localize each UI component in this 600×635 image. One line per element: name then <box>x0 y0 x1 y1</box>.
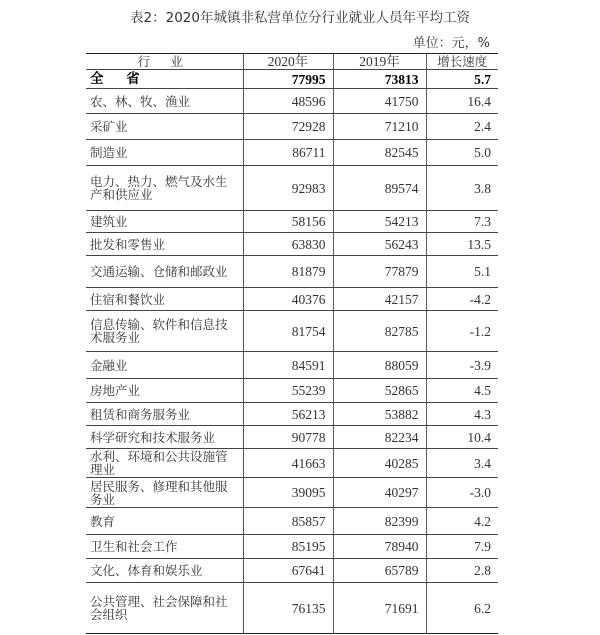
row-name: 卫生和社会工作 <box>86 535 243 559</box>
value-2020: 76135 <box>243 583 333 634</box>
table-row <box>86 403 498 426</box>
value-2019: 54213 <box>333 211 426 233</box>
value-2020: 85195 <box>243 535 333 559</box>
table-row <box>86 478 498 508</box>
value-2020: 41663 <box>243 449 333 478</box>
value-2019: 73813 <box>333 70 426 89</box>
value-2019: 82545 <box>333 140 426 166</box>
table-title: 表2：2020年城镇非私营单位分行业就业人员年平均工资 <box>130 10 470 26</box>
value-2020: 63830 <box>243 233 333 256</box>
row-name: 采矿业 <box>86 114 243 140</box>
row-name: 全 省 <box>86 70 243 89</box>
value-2020: 92983 <box>243 166 333 211</box>
value-2019: 89574 <box>333 166 426 211</box>
growth-rate: 5.7 <box>426 70 498 89</box>
growth-rate: 6.2 <box>426 583 498 634</box>
table-row <box>86 508 498 535</box>
row-name: 批发和零售业 <box>86 233 243 256</box>
value-2019: 52865 <box>333 379 426 403</box>
header-growth: 增长速度 <box>426 54 498 70</box>
value-2020: 81879 <box>243 256 333 288</box>
row-name: 租赁和商务服务业 <box>86 403 243 426</box>
growth-rate: 4.2 <box>426 508 498 535</box>
total-row <box>86 70 498 89</box>
table-row <box>86 211 498 233</box>
row-name: 制造业 <box>86 140 243 166</box>
table-row <box>86 379 498 403</box>
value-2020: 67641 <box>243 559 333 583</box>
value-2020: 81754 <box>243 311 333 352</box>
growth-rate: 2.4 <box>426 114 498 140</box>
wage-table <box>86 53 498 634</box>
table-row <box>86 256 498 288</box>
value-2020: 86711 <box>243 140 333 166</box>
growth-rate: 5.0 <box>426 140 498 166</box>
value-2020: 40376 <box>243 288 333 311</box>
value-2020: 58156 <box>243 211 333 233</box>
value-2019: 56243 <box>333 233 426 256</box>
table-row <box>86 166 498 211</box>
value-2020: 48596 <box>243 89 333 114</box>
row-name: 文化、体育和娱乐业 <box>86 559 243 583</box>
value-2020: 84591 <box>243 352 333 379</box>
value-2020: 85857 <box>243 508 333 535</box>
table-row <box>86 288 498 311</box>
row-name: 电力、热力、燃气及水生产和供应业 <box>86 166 243 211</box>
table-row <box>86 583 498 634</box>
row-name: 房地产业 <box>86 379 243 403</box>
row-name: 水利、环境和公共设施管理业 <box>86 449 243 478</box>
row-name: 信息传输、软件和信息技术服务业 <box>86 311 243 352</box>
table-row <box>86 89 498 114</box>
row-name: 教育 <box>86 508 243 535</box>
header-2019: 2019年 <box>333 54 426 70</box>
value-2019: 82785 <box>333 311 426 352</box>
table-row <box>86 535 498 559</box>
value-2019: 77879 <box>333 256 426 288</box>
value-2019: 78940 <box>333 535 426 559</box>
value-2019: 71210 <box>333 114 426 140</box>
value-2019: 41750 <box>333 89 426 114</box>
value-2020: 55239 <box>243 379 333 403</box>
value-2019: 82399 <box>333 508 426 535</box>
row-name: 交通运输、仓储和邮政业 <box>86 256 243 288</box>
row-name: 公共管理、社会保障和社会组织 <box>86 583 243 634</box>
growth-rate: 4.5 <box>426 379 498 403</box>
row-name: 农、林、牧、渔业 <box>86 89 243 114</box>
value-2019: 40297 <box>333 478 426 508</box>
growth-rate: 5.1 <box>426 256 498 288</box>
header-2020: 2020年 <box>243 54 333 70</box>
row-name: 金融业 <box>86 352 243 379</box>
value-2020: 77995 <box>243 70 333 89</box>
row-name: 居民服务、修理和其他服务业 <box>86 478 243 508</box>
growth-rate: 3.4 <box>426 449 498 478</box>
growth-rate: 7.9 <box>426 535 498 559</box>
value-2019: 88059 <box>333 352 426 379</box>
growth-rate: 4.3 <box>426 403 498 426</box>
value-2019: 40285 <box>333 449 426 478</box>
value-2020: 72928 <box>243 114 333 140</box>
row-name: 建筑业 <box>86 211 243 233</box>
header-industry: 行 业 <box>86 54 243 70</box>
value-2020: 90778 <box>243 426 333 449</box>
growth-rate: -3.9 <box>426 352 498 379</box>
value-2019: 53882 <box>333 403 426 426</box>
row-name: 科学研究和技术服务业 <box>86 426 243 449</box>
table-row <box>86 559 498 583</box>
growth-rate: 16.4 <box>426 89 498 114</box>
value-2019: 71691 <box>333 583 426 634</box>
table-row <box>86 449 498 478</box>
table-row <box>86 352 498 379</box>
value-2019: 65789 <box>333 559 426 583</box>
table-row <box>86 140 498 166</box>
table-row <box>86 233 498 256</box>
growth-rate: 13.5 <box>426 233 498 256</box>
growth-rate: 7.3 <box>426 211 498 233</box>
value-2020: 56213 <box>243 403 333 426</box>
value-2020: 39095 <box>243 478 333 508</box>
table-row <box>86 426 498 449</box>
unit-label: 单位：元，% <box>412 36 490 51</box>
growth-rate: 10.4 <box>426 426 498 449</box>
growth-rate: -4.2 <box>426 288 498 311</box>
growth-rate: 3.8 <box>426 166 498 211</box>
table-row <box>86 114 498 140</box>
growth-rate: 2.8 <box>426 559 498 583</box>
growth-rate: -1.2 <box>426 311 498 352</box>
table-row <box>86 311 498 352</box>
row-name: 住宿和餐饮业 <box>86 288 243 311</box>
value-2019: 42157 <box>333 288 426 311</box>
growth-rate: -3.0 <box>426 478 498 508</box>
header-row <box>86 54 498 70</box>
value-2019: 82234 <box>333 426 426 449</box>
